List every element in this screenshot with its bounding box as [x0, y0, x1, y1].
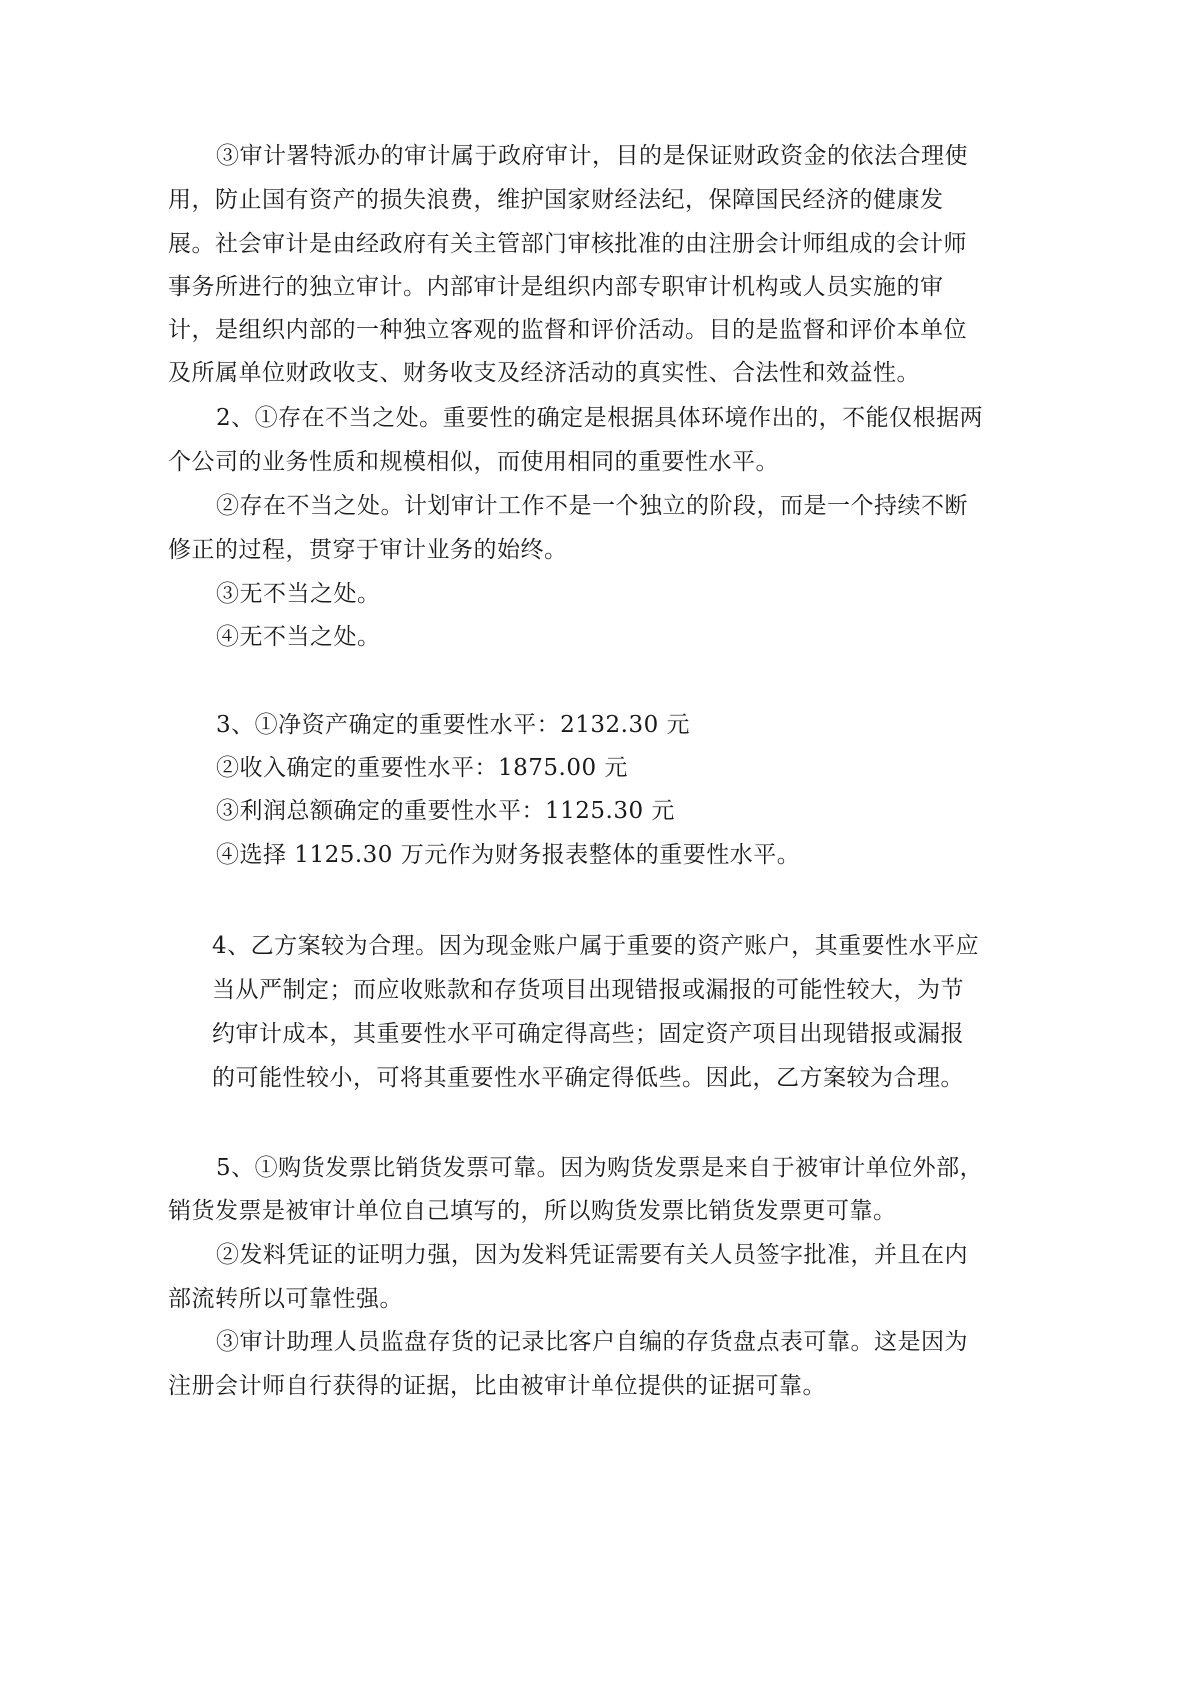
answer-item-2: 2、①存在不当之处。重要性的确定是根据具体环境作出的，不能仅根据两 [216, 405, 984, 431]
answer-item-5: 5、①购货发票比销货发票可靠。因为购货发票是来自于被审计单位外部， [216, 1155, 984, 1181]
paragraph-line: 用，防止国有资产的损失浪费，维护国家财经法纪，保障国民经济的健康发 [168, 187, 944, 213]
paragraph-line: 展。社会审计是由经政府有关主管部门审核批准的由注册会计师组成的会计师 [168, 231, 967, 257]
paragraph-line: 注册会计师自行获得的证据，比由被审计单位提供的证据可靠。 [168, 1373, 826, 1399]
paragraph-line: 约审计成本，其重要性水平可确定得高些；固定资产项目出现错报或漏报 [212, 1021, 964, 1047]
answer-item-4: 4、乙方案较为合理。因为现金账户属于重要的资产账户，其重要性水平应 [212, 933, 980, 959]
paragraph-line: ③审计署特派办的审计属于政府审计，目的是保证财政资金的依法合理使 [216, 143, 968, 169]
paragraph-line: ④选择 1125.30 万元作为财务报表整体的重要性水平。 [216, 842, 801, 868]
paragraph-line: ③审计助理人员监盘存货的记录比客户自编的存货盘点表可靠。这是因为 [216, 1329, 968, 1355]
answer-item-3: 3、①净资产确定的重要性水平：2132.30 元 [216, 712, 691, 738]
paragraph-line: 修正的过程，贯穿于审计业务的始终。 [168, 537, 568, 563]
paragraph-line: 个公司的业务性质和规模相似，而使用相同的重要性水平。 [168, 449, 779, 475]
paragraph-line: 销货发票是被审计单位自己填写的，所以购货发票比销货发票更可靠。 [168, 1198, 897, 1224]
paragraph-line: 计，是组织内部的一种独立客观的监督和评价活动。目的是监督和评价本单位 [168, 317, 967, 343]
paragraph-line: ②收入确定的重要性水平：1875.00 元 [216, 755, 628, 781]
paragraph-line: ②存在不当之处。计划审计工作不是一个独立的阶段，而是一个持续不断 [216, 493, 968, 519]
paragraph-line: 事务所进行的独立审计。内部审计是组织内部专职审计机构或人员实施的审 [168, 274, 944, 300]
paragraph-line: 当从严制定；而应收账款和存货项目出现错报或漏报的可能性较大，为节 [212, 977, 964, 1003]
paragraph-line: ②发料凭证的证明力强，因为发料凭证需要有关人员签字批准，并且在内 [216, 1242, 968, 1268]
paragraph-line: 的可能性较小，可将其重要性水平确定得低些。因此，乙方案较为合理。 [212, 1065, 964, 1091]
paragraph-line: 部流转所以可靠性强。 [168, 1286, 403, 1312]
paragraph-line: ③无不当之处。 [216, 581, 381, 607]
paragraph-line: 及所属单位财政收支、财务收支及经济活动的真实性、合法性和效益性。 [168, 360, 920, 386]
paragraph-line: ③利润总额确定的重要性水平：1125.30 元 [216, 798, 675, 824]
paragraph-line: ④无不当之处。 [216, 624, 381, 650]
